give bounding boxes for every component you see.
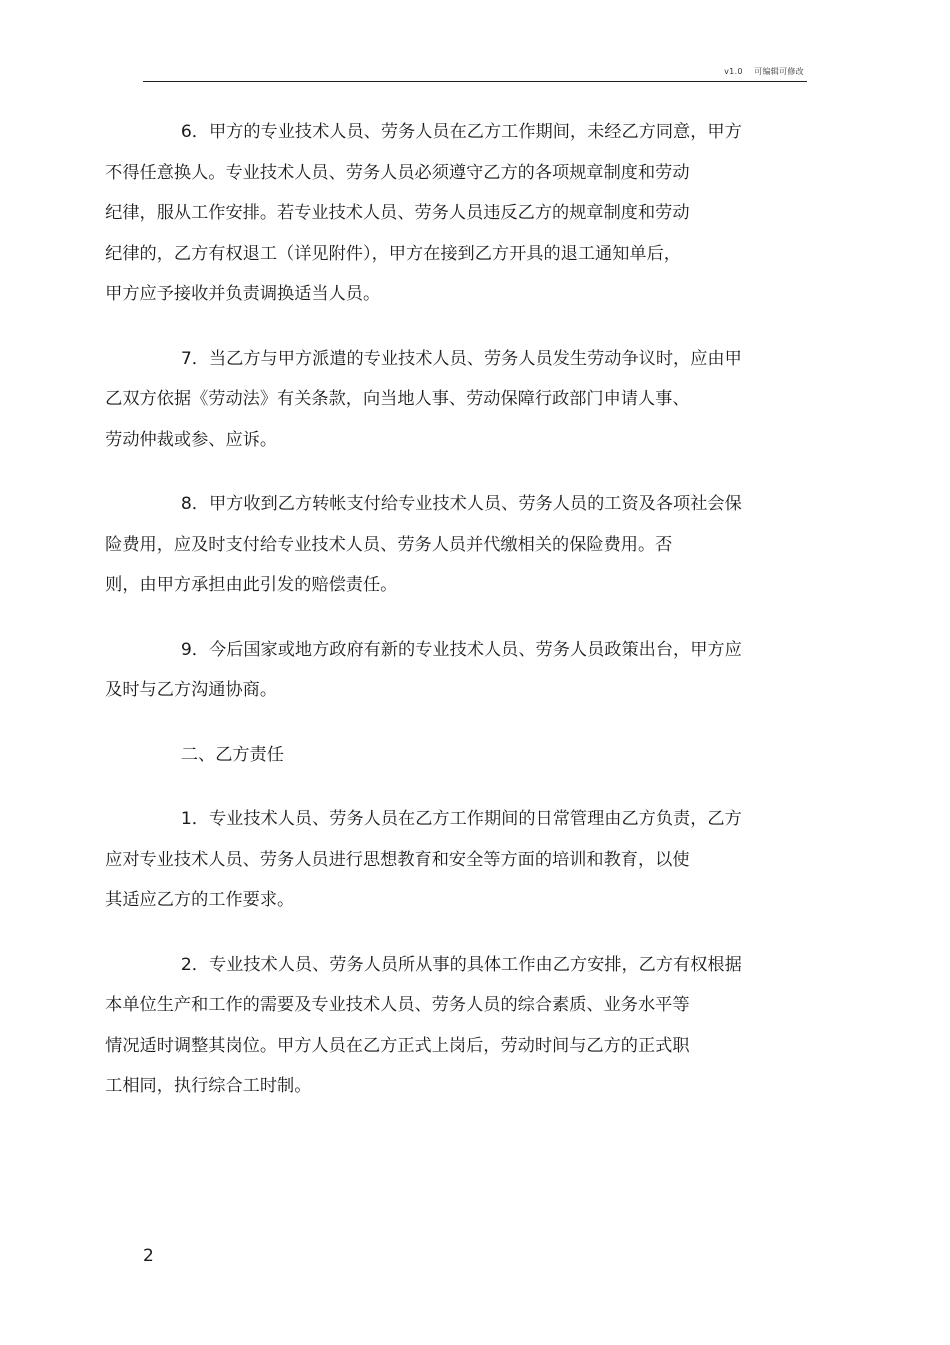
section-heading: 二、乙方责任 <box>180 744 284 765</box>
text-line: 劳动仲裁或参、应诉。 <box>105 429 278 450</box>
text-line: 及时与乙方沟通协商。 <box>105 680 278 700</box>
header-divider <box>143 81 807 82</box>
text-line: 乙双方依据《劳动法》有关条款，向当地人事、劳动保障行政部门申请人事、 <box>105 389 690 409</box>
text-line: 8．甲方收到乙方转帐支付给专业技术人员、劳务人员的工资及各项社会保 <box>180 494 742 514</box>
text-line: 7．当乙方与甲方派遣的专业技术人员、劳务人员发生劳动争议时，应由甲 <box>180 348 742 369</box>
editable-note: 可编辑可修改 <box>754 67 804 76</box>
text-line: 纪律的，乙方有权退工（详见附件），甲方在接到乙方开具的退工通知单后， <box>105 243 681 264</box>
text-line: 6．甲方的专业技术人员、劳务人员在乙方工作期间，未经乙方同意，甲方 <box>180 122 742 142</box>
paragraph-b1 <box>105 799 783 921</box>
section-heading-party-b <box>143 735 783 776</box>
paragraph-7 <box>105 339 783 461</box>
document-body <box>105 112 783 1131</box>
paragraph-9 <box>105 630 783 711</box>
paragraph-b2 <box>105 945 783 1107</box>
header-version-note <box>724 66 804 77</box>
text-line: 则，由甲方承担由此引发的赔偿责任。 <box>105 575 398 595</box>
text-line: 纪律，服从工作安排。若专业技术人员、劳务人员违反乙方的规章制度和劳动 <box>105 203 690 223</box>
text-line: 工相同，执行综合工时制。 <box>105 1076 312 1096</box>
text-line: 1．专业技术人员、劳务人员在乙方工作期间的日常管理由乙方负责，乙方 <box>180 809 742 829</box>
text-line: 甲方应予接收并负责调换适当人员。 <box>105 284 381 304</box>
text-line: 情况适时调整其岗位。甲方人员在乙方正式上岗后，劳动时间与乙方的正式职 <box>105 1035 690 1056</box>
text-line: 本单位生产和工作的需要及专业技术人员、劳务人员的综合素质、业务水平等 <box>105 995 690 1015</box>
paragraph-6 <box>105 112 783 315</box>
paragraph-8 <box>105 484 783 606</box>
version-label: v1.0 <box>724 67 743 76</box>
page-number: 2 <box>143 1246 154 1266</box>
text-line: 险费用，应及时支付给专业技术人员、劳务人员并代缴相关的保险费用。否 <box>105 534 673 555</box>
text-line: 9．今后国家或地方政府有新的专业技术人员、劳务人员政策出台，甲方应 <box>180 639 742 660</box>
text-line: 其适应乙方的工作要求。 <box>105 890 295 910</box>
text-line: 2．专业技术人员、劳务人员所从事的具体工作由乙方安排，乙方有权根据 <box>180 954 742 975</box>
text-line: 应对专业技术人员、劳务人员进行思想教育和安全等方面的培训和教育，以使 <box>105 849 690 870</box>
text-line: 不得任意换人。专业技术人员、劳务人员必须遵守乙方的各项规章制度和劳动 <box>105 162 690 183</box>
